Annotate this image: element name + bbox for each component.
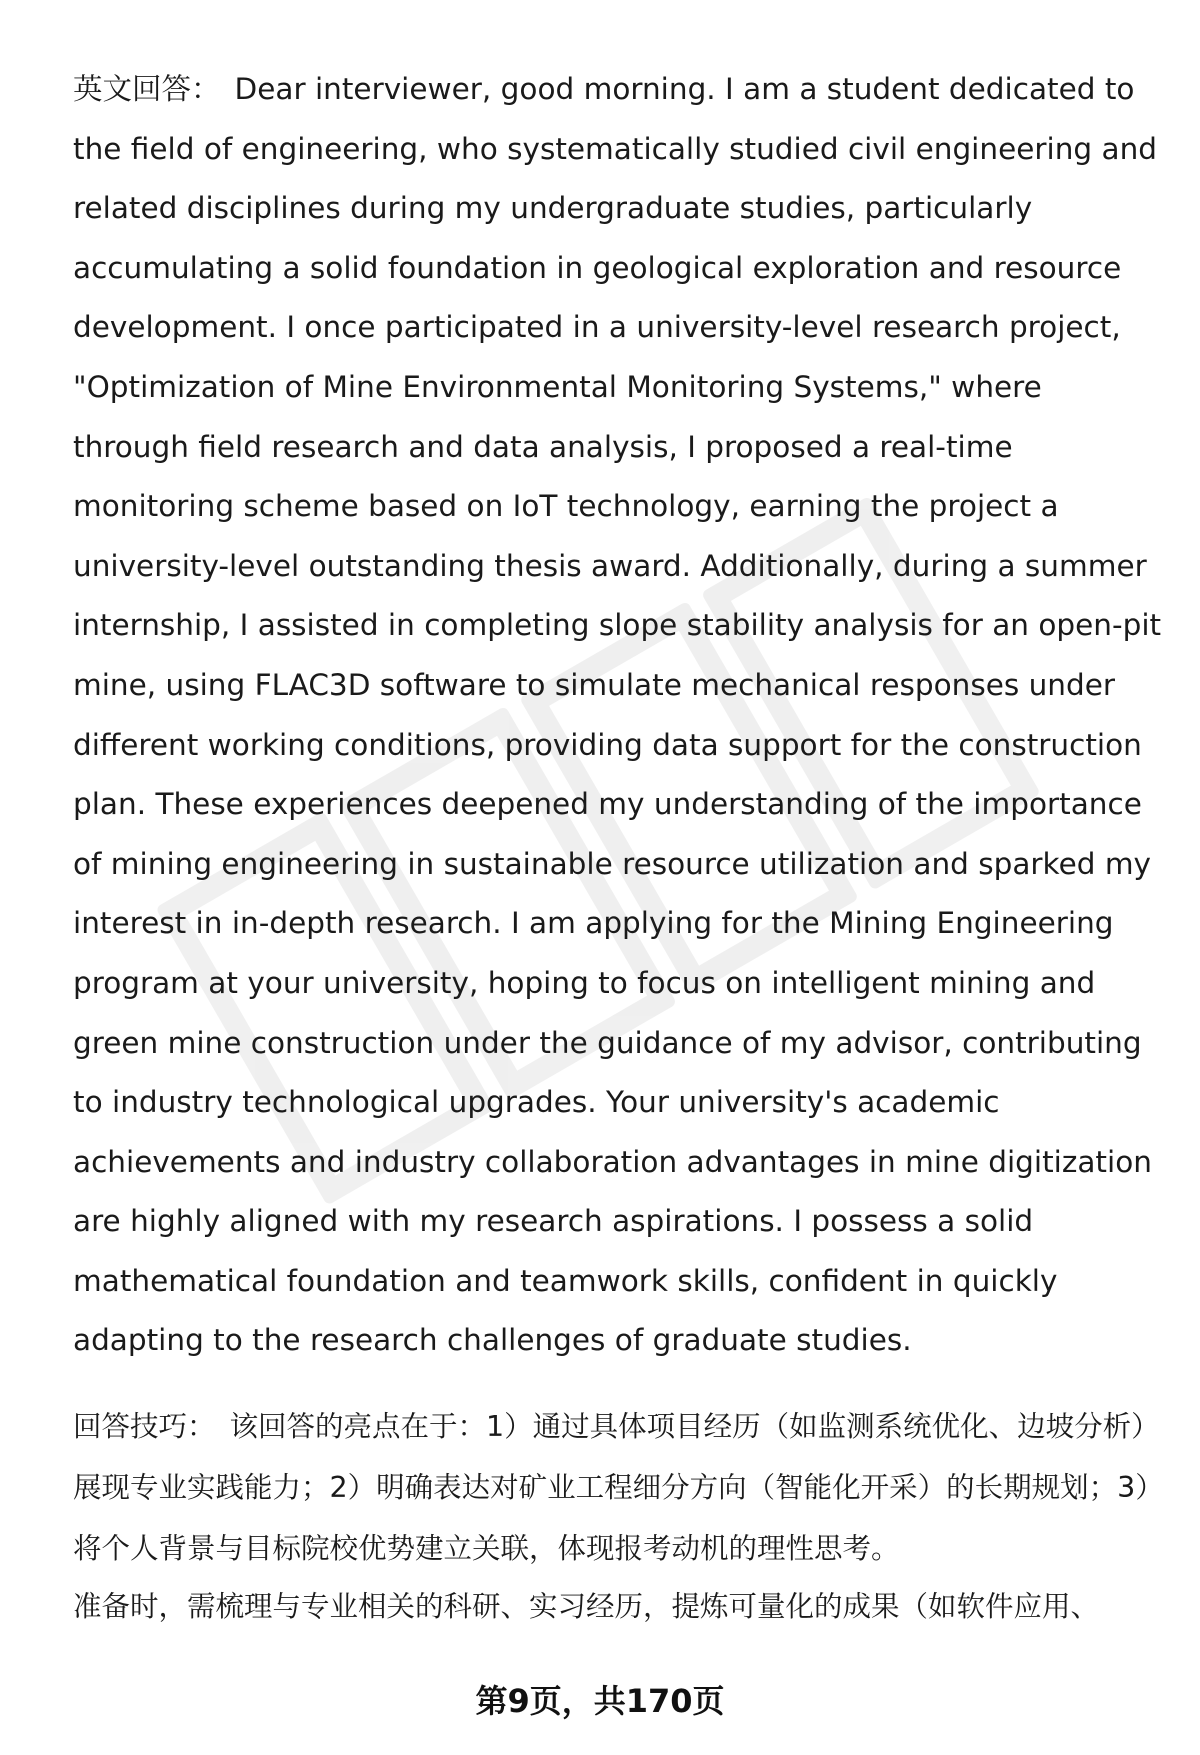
english-answer-text: Dear interviewer, good morning. I am a student dedicated to the field of engineering, who systematically studied civil engineering and related disciplines during my undergraduate studies, particularly accumulating a solid foundation in geological exploration and resource development. I once participated in a university-level research project, "Optimization of Mine Environmental Monitoring Systems," where through field research and data analysis, I proposed a real-time monitoring scheme based on IoT technology, earning the project a university-level outstanding thesis award. Additionally, during a summer internship, I assisted in completing slope stability analysis for an open-pit mine, using FLAC3D software to simulate mechanical responses under different working conditions, providing data support for the construction plan. These experiences deepened my understanding of the importance of mining engineering in sustainable resource utilization and sparked my interest in in-depth research. I am applying for the Mining Engineering program at your university, hoping to focus on intelligent mining and green mine construction under the guidance of my advisor, contributing to industry technological upgrades. Your university's academic achievements and industry collaboration advantages in mine digitization are highly aligned with my research aspirations. I possess a solid mathematical foundation and teamwork skills, confident in quickly adapting to the research challenges of graduate studies. (73, 72, 1162, 1358)
preparation-note: 准备时，需梳理与专业相关的科研、实习经历，提炼可量化的成果（如软件应用、 (73, 1590, 1100, 1623)
english-answer-paragraph (73, 60, 1163, 1371)
page-number: 第9页，共170页 (475, 1682, 725, 1720)
answer-tips-text: 该回答的亮点在于：1）通过具体项目经历（如监测系统优化、边坡分析）展现专业实践能力；2）明确表达对矿业工程细分方向（智能化开采）的长期规划；3）将个人背景与目标院校优势建立关联，体现报考动机的理性思考。 (73, 1410, 1160, 1565)
english-answer-label: 英文回答： (73, 72, 221, 106)
answer-tips-paragraph (73, 1396, 1163, 1579)
answer-tips-label: 回答技巧： (73, 1410, 216, 1443)
